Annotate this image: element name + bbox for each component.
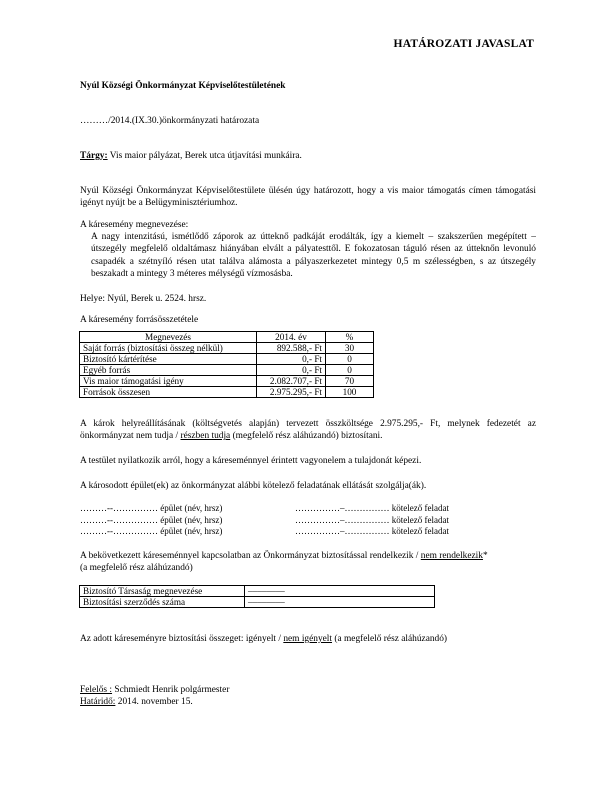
building-label: épület (név, hrsz)	[160, 515, 223, 525]
header-cell: %	[326, 332, 374, 343]
damage-event-label: A káresemény megnevezése:	[80, 220, 189, 230]
building-label: épület (név, hrsz)	[160, 526, 223, 536]
insurance-table	[79, 585, 435, 608]
task-label: kötelező feladat	[391, 503, 449, 513]
table-row	[80, 586, 435, 597]
insurance-paragraph	[80, 550, 488, 562]
dots-fill: ………--……………	[80, 515, 158, 525]
table-row	[80, 354, 374, 365]
deadline-label: Határidő:	[80, 697, 116, 707]
dots-fill: ………--……………	[80, 503, 158, 513]
header-cell: 2014. év	[257, 332, 326, 343]
row-percent: 100	[326, 387, 374, 398]
table-row	[80, 365, 374, 376]
header-cell: Megnevezés	[80, 332, 257, 343]
table-header-row	[80, 332, 374, 343]
row-amount: 892.588,- Ft	[257, 343, 326, 354]
row-percent: 30	[326, 343, 374, 354]
row-label: Források összesen	[80, 387, 257, 398]
task-row	[295, 526, 449, 537]
damage-event-description: A nagy intenzitású, ismétlődő záporok az útteknő padkáját erodálták, így a kiemelt – szakszerűen megépített – útszegély megfelelő oldaltámasz hiányában elvált a pályatesttől. E fokozatosan táguló résen az útteknőn levonuló csapadék a szétnyíló résen utat találva alámosta a pályaszerkezetet mintegy 0,5 m szélességben, s az útszegély beszakadt a mintegy 3 méteres mélységű vízmosásba.	[91, 232, 536, 280]
claim-text: Az adott káreseményre biztosítási összeget: igényelt /	[80, 634, 284, 644]
cost-underlined-option: részben tudja	[180, 431, 231, 442]
responsible-line	[80, 684, 229, 696]
funding-table	[79, 331, 374, 398]
task-row	[295, 515, 449, 526]
row-label: Saját forrás (biztosítási összeg nélkül)	[80, 343, 257, 354]
document-title: HATÁROZATI JAVASLAT	[393, 38, 534, 50]
row-label: Biztosítási szerződés száma	[80, 597, 245, 608]
insurance-note: (a megfelelő rész aláhúzandó)	[80, 563, 193, 573]
dots-fill: ……………–……………	[295, 515, 390, 525]
row-label: Biztosító Társaság megnevezése	[80, 586, 245, 597]
claim-underlined-option: nem igényelt	[283, 634, 333, 644]
row-label: Egyéb forrás	[80, 365, 257, 376]
row-amount: 2.975.295,- Ft	[257, 387, 326, 398]
table-row	[80, 387, 374, 398]
subject-label: Tárgy:	[80, 151, 108, 161]
deadline-value: 2014. november 15.	[115, 697, 193, 707]
building-label: épület (név, hrsz)	[160, 503, 223, 513]
cost-text-after: (megfelelő rész aláhúzandó) biztosítani.	[230, 431, 383, 442]
building-row	[80, 526, 222, 537]
row-amount: 0,- Ft	[257, 365, 326, 376]
row-percent: 70	[326, 376, 374, 387]
resolution-number: ………/2014.(IX.30.)önkormányzati határozata	[80, 116, 260, 126]
subject-line	[80, 150, 302, 162]
dots-fill: ………--……………	[80, 526, 158, 536]
cost-text: A károk helyreállításának (költségvetés alapján) tervezett összköltsége 2.975.295,- Ft, melynek fedezetét az önkormányzat nem tudja /	[80, 419, 536, 442]
row-amount: 2.082.707,- Ft	[257, 376, 326, 387]
ownership-statement: A testület nyilatkozik arról, hogy a káreseménnyel érintett vagyonelem a tulajdonát képezi.	[80, 456, 422, 466]
asterisk: *	[482, 551, 488, 561]
claim-text-after: (a megfelelő rész aláhúzandó)	[332, 634, 448, 644]
row-value: ––––––––	[245, 597, 435, 608]
decision-text: Nyúl Községi Önkormányzat Képviselőtestülete ülésén úgy határozott, hogy a vis maior támogatás címen támogatási igényt nyújt be a Belügyminisztériumhoz.	[80, 186, 536, 209]
row-amount: 0,- Ft	[257, 354, 326, 365]
building-row	[80, 503, 222, 514]
table-row	[80, 597, 435, 608]
deadline-line	[80, 696, 193, 708]
addressee: Nyúl Községi Önkormányzat Képviselőtestületének	[80, 81, 286, 91]
cost-paragraph	[80, 418, 536, 443]
row-percent: 0	[326, 354, 374, 365]
table-row	[80, 343, 374, 354]
responsible-label: Felelős :	[80, 685, 113, 695]
location: Helye: Nyúl, Berek u. 2524. hrsz.	[80, 294, 207, 304]
task-label: kötelező feladat	[391, 515, 449, 525]
dots-fill: ……………–……………	[295, 503, 390, 513]
insurance-text: A bekövetkezett káreseménnyel kapcsolatban az Önkormányzat biztosítással rendelkezik /	[80, 551, 421, 561]
funding-table-caption: A káresemény forrásösszetétele	[80, 315, 199, 325]
row-label: Biztosító kártérítése	[80, 354, 257, 365]
building-row	[80, 515, 222, 526]
dots-fill: ……………–……………	[295, 526, 390, 536]
table-row	[80, 376, 374, 387]
responsible-value: Schmiedt Henrik polgármester	[112, 685, 230, 695]
task-label: kötelező feladat	[391, 526, 449, 536]
claim-paragraph	[80, 633, 447, 645]
building-statement: A károsodott épület(ek) az önkormányzat alábbi kötelező feladatának ellátását szolgálja(ák).	[80, 481, 427, 491]
insurance-underlined-option: nem rendelkezik	[420, 551, 483, 561]
row-value: ––––––––	[245, 586, 435, 597]
subject-text: Vis maior pályázat, Berek utca útjavítási munkáira.	[107, 151, 302, 161]
row-percent: 0	[326, 365, 374, 376]
row-label: Vis maior támogatási igény	[80, 376, 257, 387]
task-row	[295, 503, 449, 514]
